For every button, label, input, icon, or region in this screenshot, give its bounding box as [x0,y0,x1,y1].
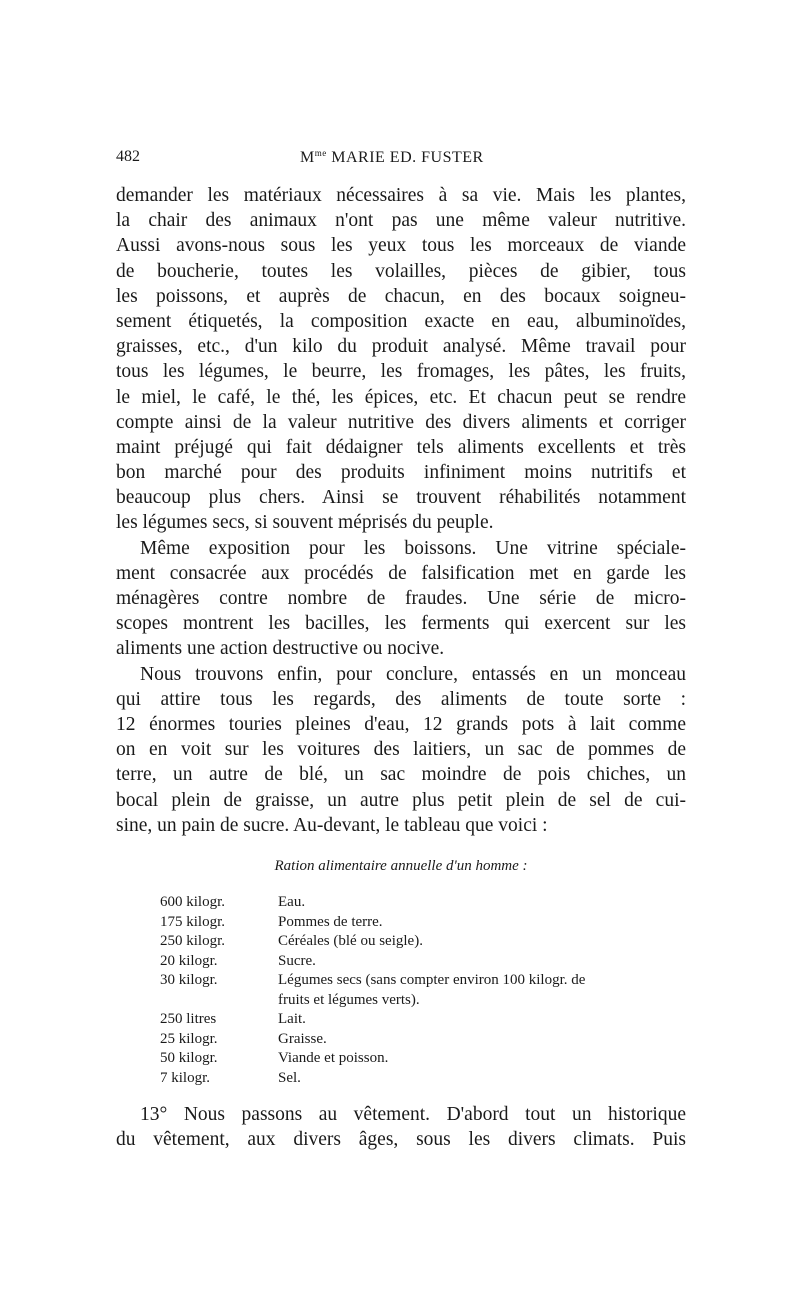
ration-item: Eau. [278,894,306,910]
text-line: Nous trouvons enfin, pour conclure, entassés en un monceau [140,663,686,685]
text-line: les poissons, et auprès de chacun, en des bocaux soigneu- [116,285,686,307]
ration-table [160,893,585,1088]
text-line: bocal plein de graisse, un autre plus petit plein de sel de cui- [116,789,686,811]
paragraph-1 [116,183,686,536]
ration-row [160,971,585,991]
ration-item: Légumes secs (sans compter environ 100 kilogr. de [278,972,586,988]
text-line: tous les légumes, le beurre, les fromages, les pâtes, les fruits, [116,361,686,383]
paragraph-4 [116,1102,686,1152]
text-line: sement étiquetés, la composition exacte en eau, albuminoïdes, [116,310,686,332]
paragraph-3 [116,662,686,838]
ration-row [160,1030,585,1050]
ration-caption: Ration alimentaire annuelle d'un homme : [274,858,528,874]
text-line: sine, un pain de sucre. Au-devant, le tableau que voici : [116,814,548,836]
text-line: Aussi avons-nous sous les yeux tous les morceaux de viande [116,235,686,257]
text-line: terre, un autre de blé, un sac moindre de pois chiches, un [116,764,686,786]
ration-quantity: 250 kilogr. [160,933,226,949]
text-line: demander les matériaux nécessaires à sa vie. Mais les plantes, [116,185,686,206]
ration-row [160,932,585,952]
text-line: aliments une action destructive ou nocive. [116,638,445,660]
text-line: maint préjugé qui fait dédaigner tels aliments excellents et très [116,436,686,458]
ration-item: Sucre. [278,952,316,969]
paragraph-2 [116,536,686,662]
running-title [300,148,484,167]
ration-row [160,913,585,933]
text-line: ment consacrée aux procédés de falsification met en garde les [116,562,686,584]
ration-item-continuation: fruits et légumes verts). [278,991,420,1008]
text-line: 13° Nous passons au vêtement. D'abord tout un historique [140,1104,686,1125]
text-line: on en voit sur les voitures des laitiers, un sac de pommes de [116,739,686,761]
ration-quantity: 250 litres [160,1011,217,1027]
ration-quantity: 600 kilogr. [160,894,226,910]
ration-quantity: 175 kilogr. [160,913,226,930]
text-line: compte ainsi de la valeur nutritive des divers aliments et corriger [116,411,686,433]
author-prefix: M [300,149,315,166]
author-name: MARIE ED. FUSTER [326,149,484,166]
ration-item: Lait. [278,1011,306,1027]
text-line: qui attire tous les regards, des aliments de toute sorte : [116,688,686,710]
ration-quantity: 20 kilogr. [160,952,218,969]
text-line: la chair des animaux n'ont pas une même valeur nutritive. [116,210,686,232]
text-line: scopes montrent les bacilles, les ferments qui exercent sur les [116,613,686,635]
text-line: de boucherie, toutes les volailles, pièces de gibier, tous [116,260,686,282]
text-line: ménagères contre nombre de fraudes. Une série de micro- [116,588,686,609]
ration-item: Sel. [278,1069,301,1086]
text-line: beaucoup plus chers. Ainsi se trouvent réhabilités notamment [116,487,686,509]
running-header [116,148,686,172]
ration-item: Viande et poisson. [278,1050,389,1066]
text-line: Même exposition pour les boissons. Une vitrine spéciale- [140,537,686,559]
ration-row [160,1010,585,1030]
text-line: du vêtement, aux divers âges, sous les divers climats. Puis [116,1129,686,1151]
text-line: les légumes secs, si souvent méprisés du peuple. [116,512,494,534]
author-sup: me [314,148,327,158]
text-line: graisses, etc., d'un kilo du produit analysé. Même travail pour [116,336,686,358]
text-line: le miel, le café, le thé, les épices, etc. Et chacun peut se rendre [116,386,686,408]
ration-row [160,952,585,972]
ration-row [160,893,585,913]
text-line: bon marché pour des produits infiniment moins nutritifs et [116,462,686,484]
ration-quantity: 30 kilogr. [160,972,218,988]
ration-item: Céréales (blé ou seigle). [278,933,423,949]
ration-item: Graisse. [278,1030,327,1047]
ration-quantity: 7 kilogr. [160,1069,211,1086]
body-text [116,183,686,838]
ration-item: Pommes de terre. [278,913,383,930]
ration-quantity: 25 kilogr. [160,1030,218,1047]
page-number: 482 [116,148,140,165]
ration-row [160,1049,585,1069]
ration-row [160,1069,585,1089]
text-line: 12 énormes touries pleines d'eau, 12 grands pots à lait comme [116,713,686,735]
ration-quantity: 50 kilogr. [160,1050,218,1066]
